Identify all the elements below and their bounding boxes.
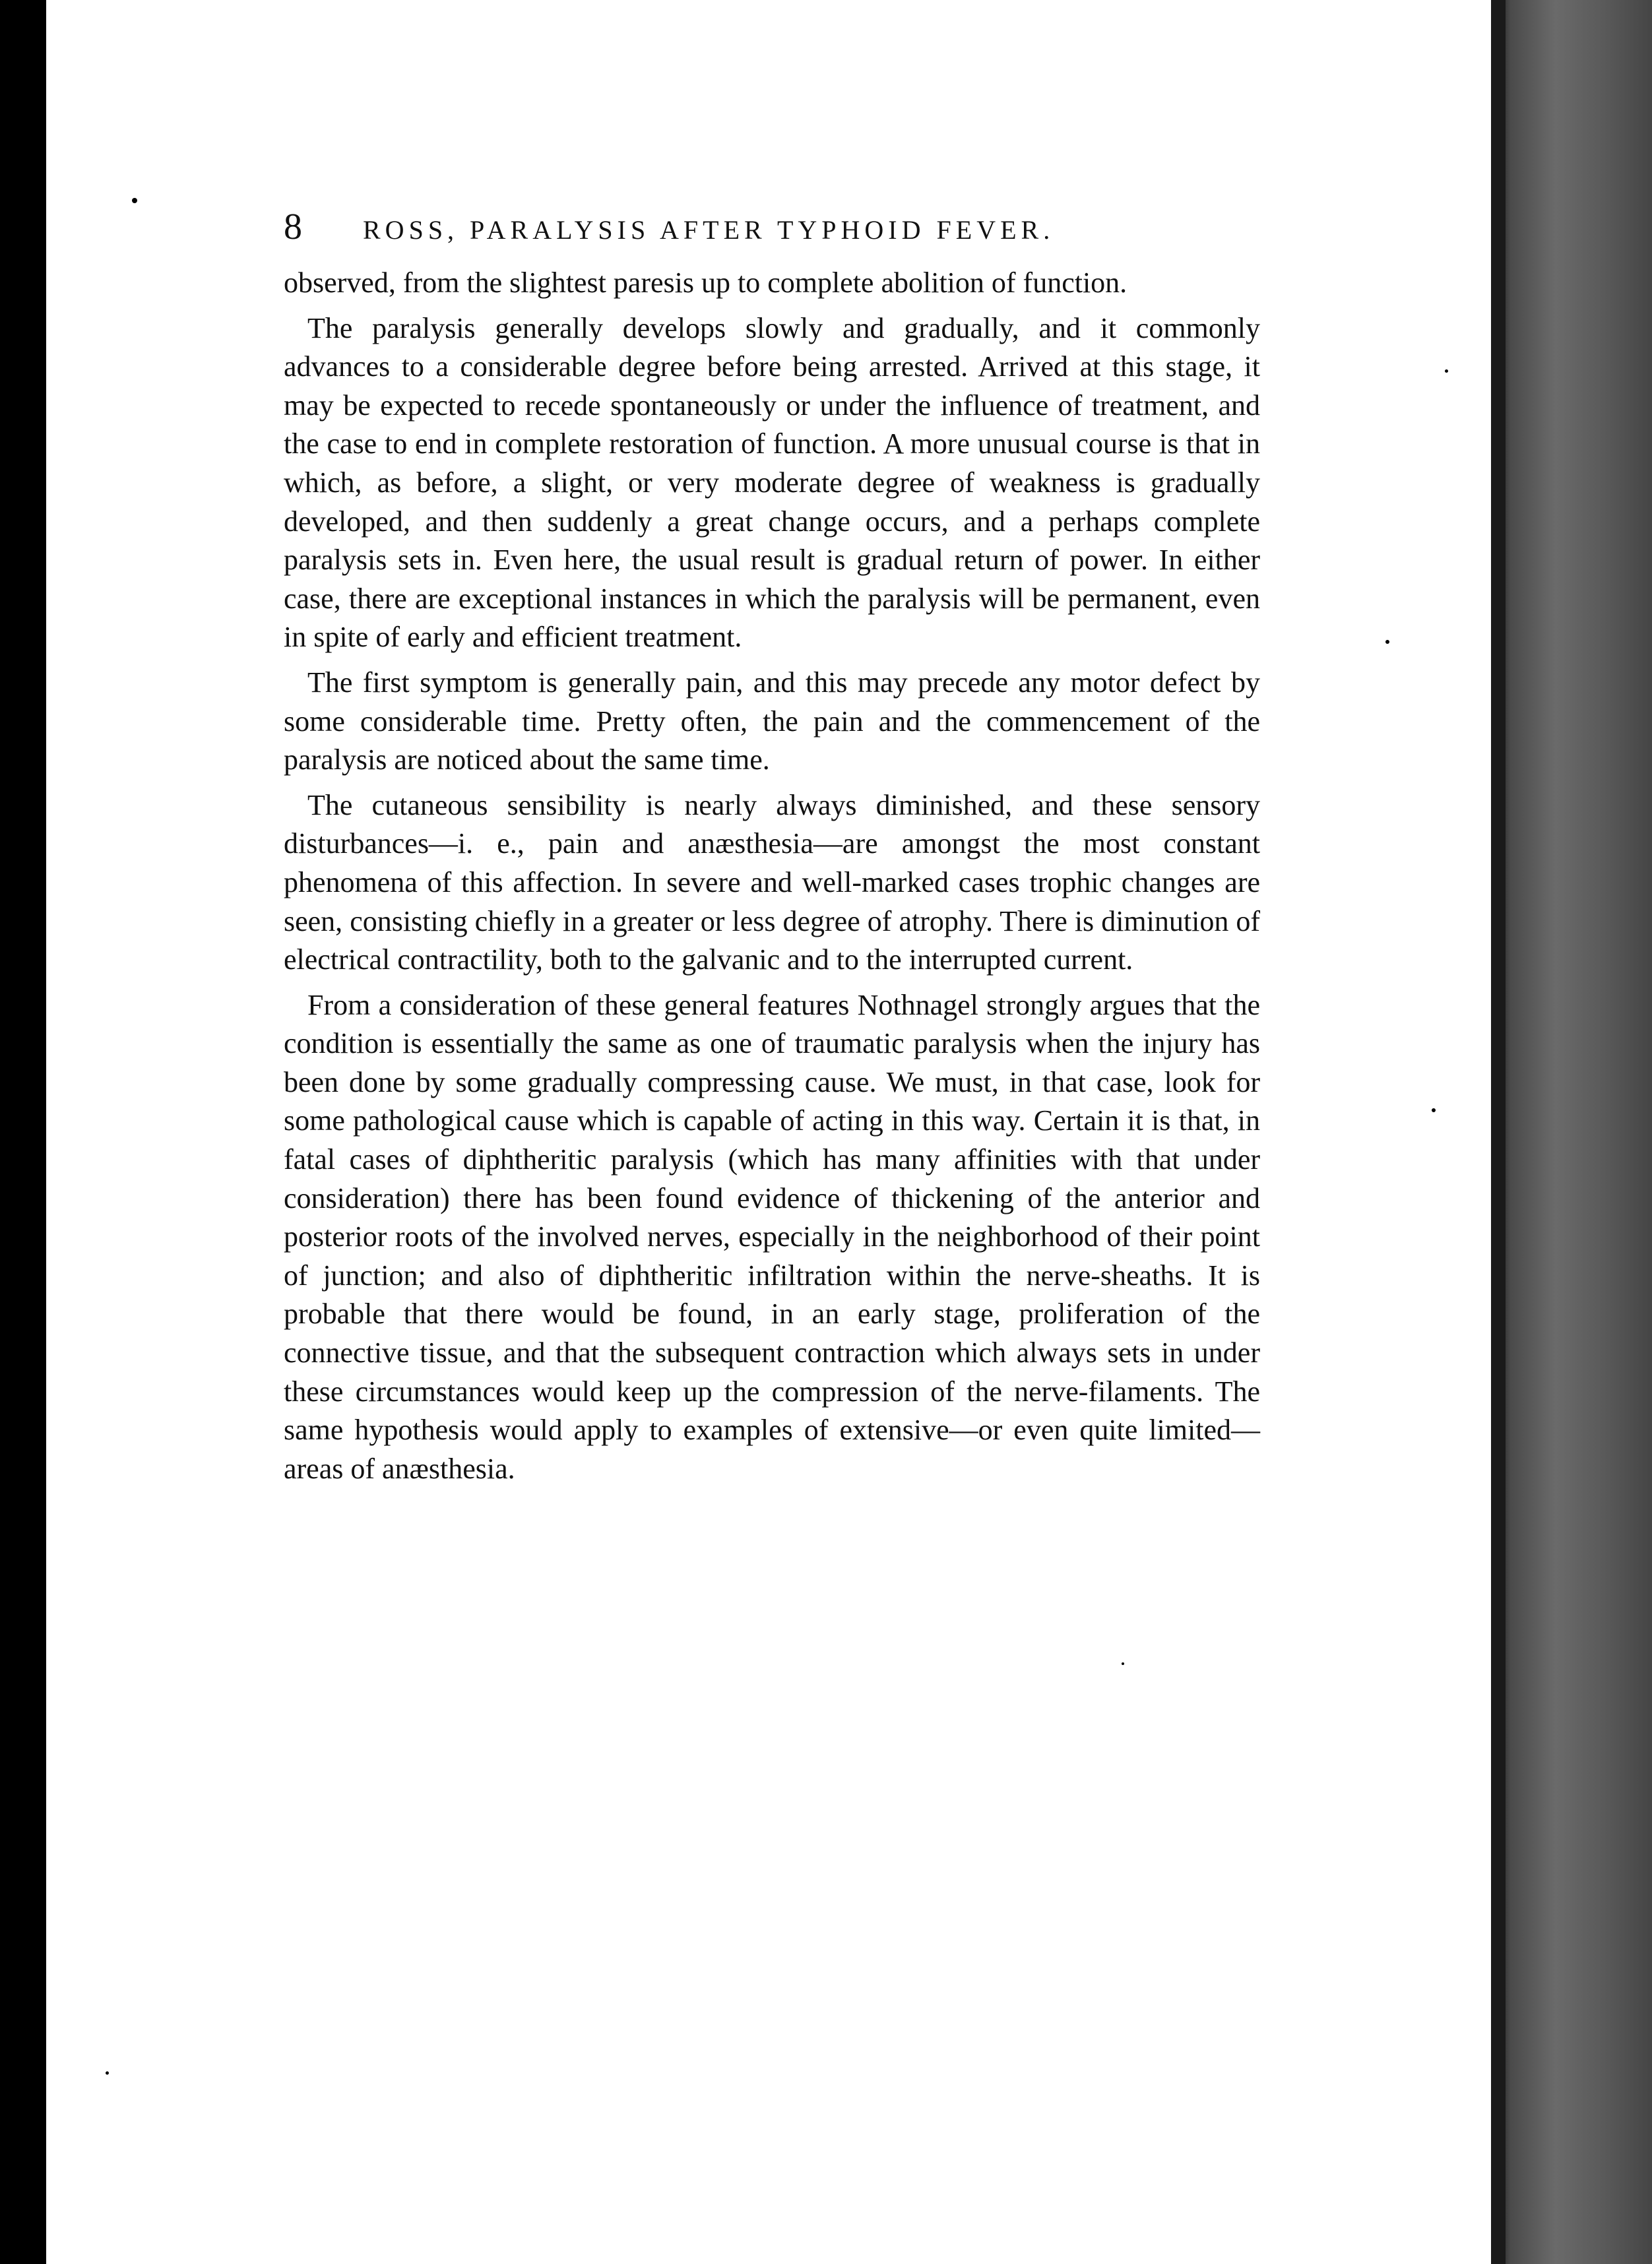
paragraph-3: The first symptom is generally pain, and this may precede any motor defect by some considerable time. Pretty often, the pain and the commencement of the paralysis are noticed about the same time. [284,666,1260,776]
running-header [284,206,1168,248]
body-text [284,264,1260,1495]
paragraph-2: The paralysis generally develops slowly and gradually, and it commonly advances to a considerable degree before being arrested. Arrived at this stage, it may be expected to recede spontaneously or under the influence of treatment, and the case to end in complete restoration of function. A more unusual course is that in which, as before, a slight, or very moderate degree of weakness is gradually developed, and then suddenly a great change occurs, and a perhaps complete paralysis sets in. Even here, the usual result is gradual return of power. In either case, there are exceptional instances in which the paralysis will be permanent, even in spite of early and efficient treatment. [284,311,1260,654]
paragraph-1: observed, from the slightest paresis up to complete abolition of function. [284,267,1128,299]
running-title: ROSS, PARALYSIS AFTER TYPHOID FEVER. [363,215,1055,245]
book-edge [1491,0,1652,2264]
paragraph-5: From a consideration of these general features Nothnagel strongly argues that the condition is essentially the same as one of traumatic paralysis when the injury has been done by some gradually compressing cause. We must, in that case, look for some pathological cause which is capable of acting in this way. Certain it is that, in fatal cases of diphtheritic paralysis (which has many affinities with that under consideration) there has been found evidence of thickening of the anterior and posterior roots of the involved nerves, especially in the neighborhood of their point of junction; and also of diphtheritic infiltration within the nerve-sheaths. It is probable that there would be found, in an early stage, proliferation of the connective tissue, and that the subsequent contraction which always sets in under these circumstances would keep up the compression of the nerve-filaments. The same hypothesis would apply to examples of extensive—or even quite limited—areas of anæsthesia. [284,988,1260,1485]
page-number: 8 [284,206,302,247]
paragraph-4: The cutaneous sensibility is nearly always diminished, and these sensory disturbances—i. e., pain and anæsthesia—are amongst the most constant phenomena of this affection. In severe and well-marked cases trophic changes are seen, consisting chiefly in a greater or less degree of atrophy. There is diminution of electrical contractility, both to the galvanic and to the interrupted current. [284,788,1260,976]
